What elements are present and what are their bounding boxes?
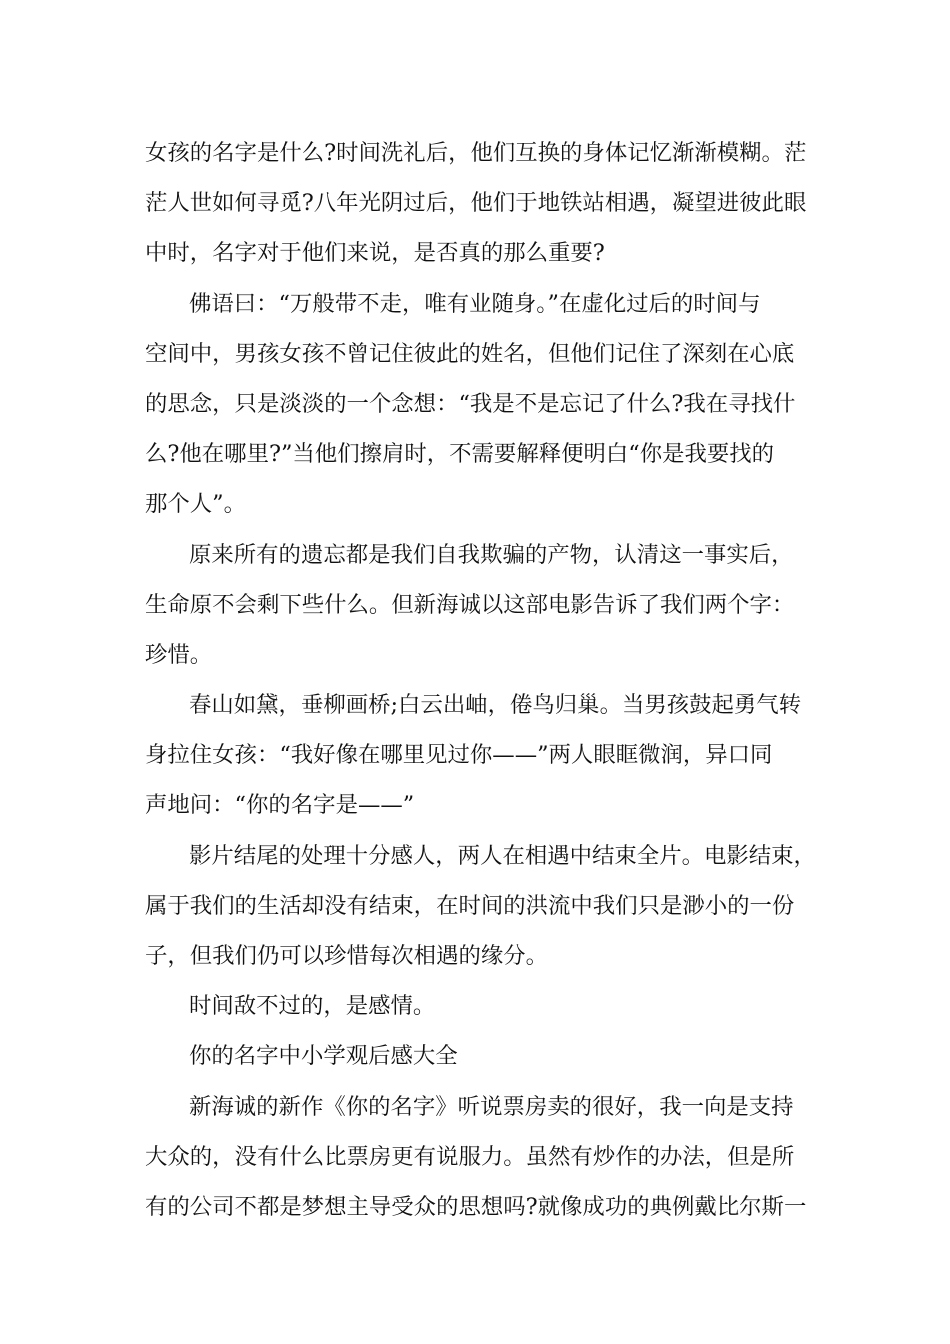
section-heading: 你的名字中小学观后感大全 (189, 1043, 458, 1070)
text-line: 茫人世如何寻觅?八年光阴过后，他们于地铁站相遇，凝望进彼此眼 (145, 190, 807, 217)
text-line: 原来所有的遗忘都是我们自我欺骗的产物，认清这一事实后， (189, 541, 794, 568)
text-line: 新海诚的新作《你的名字》听说票房卖的很好，我一向是支持 (189, 1093, 794, 1120)
text-line: 身拉住女孩：“我好像在哪里见过你——”两人眼眶微润，异口同 (145, 742, 773, 769)
text-line: 中时，名字对于他们来说，是否真的那么重要? (145, 240, 605, 267)
body-text (145, 128, 825, 1232)
text-line: 子，但我们仍可以珍惜每次相遇的缘分。 (145, 943, 549, 969)
text-line: 属于我们的生活却没有结束，在时间的洪流中我们只是渺小的一份 (145, 892, 795, 919)
text-line: 女孩的名字是什么?时间洗礼后，他们互换的身体记忆渐渐模糊。茫 (145, 140, 807, 166)
text-line: 大众的，没有什么比票房更有说服力。虽然有炒作的办法，但是所 (145, 1143, 795, 1170)
text-line: 佛语曰：“万般带不走，唯有业随身。”在虚化过后的时间与 (189, 290, 761, 317)
text-line: 春山如黛，垂柳画桥;白云出岫，倦鸟归巢。当男孩鼓起勇气转 (189, 692, 802, 719)
text-line: 空间中，男孩女孩不曾记住彼此的姓名，但他们记住了深刻在心底 (145, 340, 795, 367)
text-line: 影片结尾的处理十分感人，两人在相遇中结束全片。电影结束， (189, 842, 816, 869)
text-line: 有的公司不都是梦想主导受众的思想吗?就像成功的典例戴比尔斯一 (145, 1193, 807, 1220)
text-line: 珍惜。 (145, 641, 213, 668)
text-line: 么?他在哪里?”当他们擦肩时，不需要解释便明白“你是我要找的 (145, 441, 775, 468)
text-line: 那个人”。 (145, 491, 247, 518)
text-line: 的思念，只是淡淡的一个念想：“我是不是忘记了什么?我在寻找什 (145, 390, 796, 417)
text-line: 时间敌不过的，是感情。 (189, 993, 436, 1020)
text-line: 生命原不会剩下些什么。但新海诚以这部电影告诉了我们两个字： (145, 591, 795, 618)
text-line: 声地问：“你的名字是——” (145, 792, 415, 819)
